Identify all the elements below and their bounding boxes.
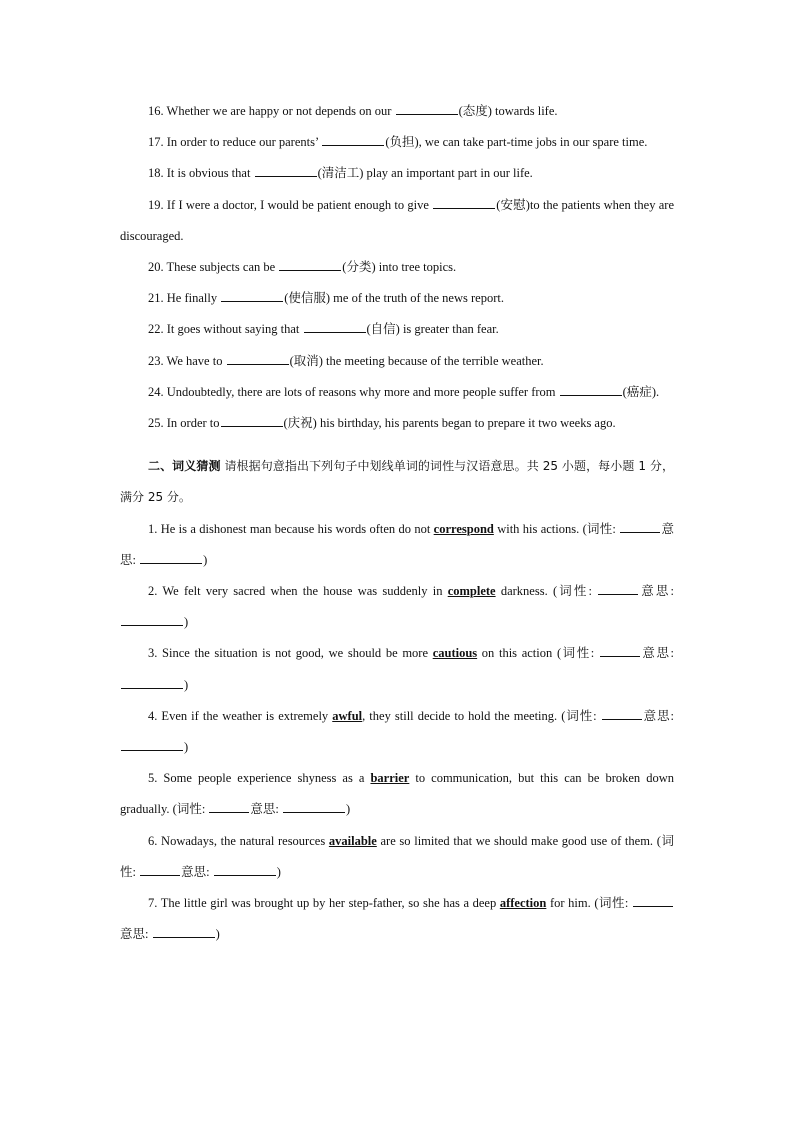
answer-blank[interactable] (255, 162, 317, 177)
question-text: to communication, but this can be broken down gradually. (120, 771, 674, 817)
chinese-hint: (负担) (385, 135, 419, 150)
question-text: play an important part in our life. (363, 166, 533, 181)
key-word: barrier (370, 771, 410, 786)
question-item (120, 314, 674, 345)
question-text: 22. It goes without saying that (148, 322, 303, 337)
meaning-blank[interactable] (121, 736, 183, 751)
close-paren: ) (184, 677, 189, 692)
key-word: awful (332, 708, 363, 723)
question-text: 5. Some people experience shyness as a (148, 771, 371, 786)
chinese-hint: (庆祝) (283, 416, 317, 431)
pos-blank[interactable] (620, 518, 660, 533)
question-item (120, 283, 674, 314)
question-item (120, 701, 674, 763)
question-text: 25. In order to (148, 416, 220, 431)
pos-blank[interactable] (209, 798, 249, 813)
word-guess-section (120, 514, 674, 951)
question-text: to the patients when they are discouraged. (120, 197, 674, 243)
close-paren: ) (346, 802, 351, 817)
question-item (120, 576, 674, 638)
meaning-blank[interactable] (283, 798, 345, 813)
question-text: are so limited that we should make good use of them. (376, 833, 657, 848)
question-item (120, 377, 674, 408)
worksheet-page (120, 96, 674, 950)
meaning-blank[interactable] (140, 549, 202, 564)
chinese-hint: (态度) (458, 104, 492, 118)
close-paren: ) (203, 552, 208, 567)
meaning-label: 意思: (642, 708, 674, 723)
meaning-blank[interactable] (153, 923, 215, 938)
pos-blank[interactable] (140, 861, 180, 876)
question-item (120, 514, 674, 576)
meaning-label: 意思: (120, 521, 674, 567)
answer-blank[interactable] (322, 131, 384, 146)
chinese-hint: (取消) (289, 353, 323, 368)
pos-label: (词性: (594, 896, 633, 911)
question-text: on this action (477, 646, 557, 661)
question-text: . (655, 384, 660, 399)
question-text: 4. Even if the weather is extremely (148, 708, 333, 723)
pos-label: (词性: (172, 802, 209, 817)
pos-blank[interactable] (600, 642, 640, 657)
answer-blank[interactable] (221, 412, 283, 427)
close-paren: ) (184, 615, 189, 630)
question-text: his birthday, his parents began to prepare it two weeks ago. (316, 416, 616, 431)
question-item (120, 158, 674, 189)
section-title: 二、词义猜测 (148, 459, 221, 474)
close-paren: ) (276, 864, 281, 879)
answer-blank[interactable] (560, 381, 622, 396)
question-item (120, 826, 674, 888)
question-text: me of the truth of the news report. (330, 291, 504, 306)
section-instruction: 请根据句意指出下列句子中划线单词的词性与汉语意思。共 25 小题，每小题 1 分，满分 25 分。 (120, 459, 674, 505)
meaning-blank[interactable] (121, 611, 183, 626)
fill-in-section (120, 96, 674, 439)
question-text: 19. If I were a doctor, I would be patient enough to give (148, 197, 433, 212)
chinese-hint: (自信) (366, 322, 400, 337)
question-text: , they still decide to hold the meeting. (362, 708, 562, 723)
question-text: 21. He finally (148, 291, 221, 306)
close-paren: ) (215, 927, 220, 942)
section-heading (120, 451, 674, 513)
question-text: 3. Since the situation is not good, we should be more (148, 646, 433, 661)
question-text: for him. (546, 896, 595, 911)
question-item (120, 96, 674, 127)
pos-blank[interactable] (602, 705, 642, 720)
question-text: with his actions. (493, 521, 583, 536)
pos-blank[interactable] (598, 580, 638, 595)
answer-blank[interactable] (433, 194, 495, 209)
key-word: correspond (433, 521, 494, 536)
question-text: into tree topics. (375, 260, 457, 275)
question-item (120, 888, 674, 950)
key-word: complete (447, 584, 496, 599)
key-word: cautious (432, 646, 478, 661)
question-item (120, 127, 674, 158)
question-text: 6. Nowadays, the natural resources (148, 833, 329, 848)
question-text: 20. These subjects can be (148, 260, 279, 275)
question-text: 23. We have to (148, 353, 226, 368)
question-text: towards life. (491, 104, 558, 118)
answer-blank[interactable] (304, 318, 366, 333)
question-item (120, 252, 674, 283)
chinese-hint: (清洁工) (317, 166, 364, 181)
meaning-label: 意思: (120, 927, 152, 942)
meaning-label: 意思: (181, 864, 213, 879)
answer-blank[interactable] (396, 100, 458, 115)
question-text: 2. We felt very sacred when the house was suddenly in (148, 584, 448, 599)
question-item (120, 190, 674, 252)
chinese-hint: (安慰) (496, 197, 530, 212)
meaning-blank[interactable] (121, 674, 183, 689)
question-item (120, 763, 674, 825)
question-text: darkness. (495, 584, 553, 599)
chinese-hint: (癌症) (622, 384, 656, 399)
question-text: the meeting because of the terrible weather. (322, 353, 544, 368)
question-text: 7. The little girl was brought up by her step-father, so she has a deep (148, 896, 500, 911)
chinese-hint: (使信服) (284, 291, 331, 306)
meaning-label: 意思: (640, 646, 675, 661)
pos-label: (词性: (582, 521, 620, 536)
meaning-label: 意思: (250, 802, 283, 817)
meaning-label: 意思: (639, 584, 674, 599)
key-word: available (328, 833, 377, 848)
key-word: affection (499, 896, 547, 911)
answer-blank[interactable] (279, 256, 341, 271)
question-text: , we can take part-time jobs in our spare time. (418, 135, 648, 150)
pos-label: (词性: (120, 833, 674, 879)
question-item (120, 408, 674, 439)
chinese-hint: (分类) (342, 260, 376, 275)
meaning-blank[interactable] (214, 861, 276, 876)
question-text: 1. He is a dishonest man because his words often do not (148, 521, 434, 536)
answer-blank[interactable] (227, 350, 289, 365)
question-item (120, 638, 674, 700)
pos-label: (词性: (561, 708, 601, 723)
question-text: 18. It is obvious that (148, 166, 254, 181)
pos-label: (词性: (556, 646, 599, 661)
pos-label: (词性: (552, 584, 598, 599)
answer-blank[interactable] (221, 287, 283, 302)
question-item (120, 346, 674, 377)
close-paren: ) (184, 740, 189, 755)
pos-blank[interactable] (633, 892, 673, 907)
question-text: 24. Undoubtedly, there are lots of reasons why more and more people suffer from (148, 384, 559, 399)
question-text: is greater than fear. (399, 322, 499, 337)
question-text: 16. Whether we are happy or not depends on our (148, 104, 395, 118)
question-text: 17. In order to reduce our parents’ (148, 135, 322, 150)
